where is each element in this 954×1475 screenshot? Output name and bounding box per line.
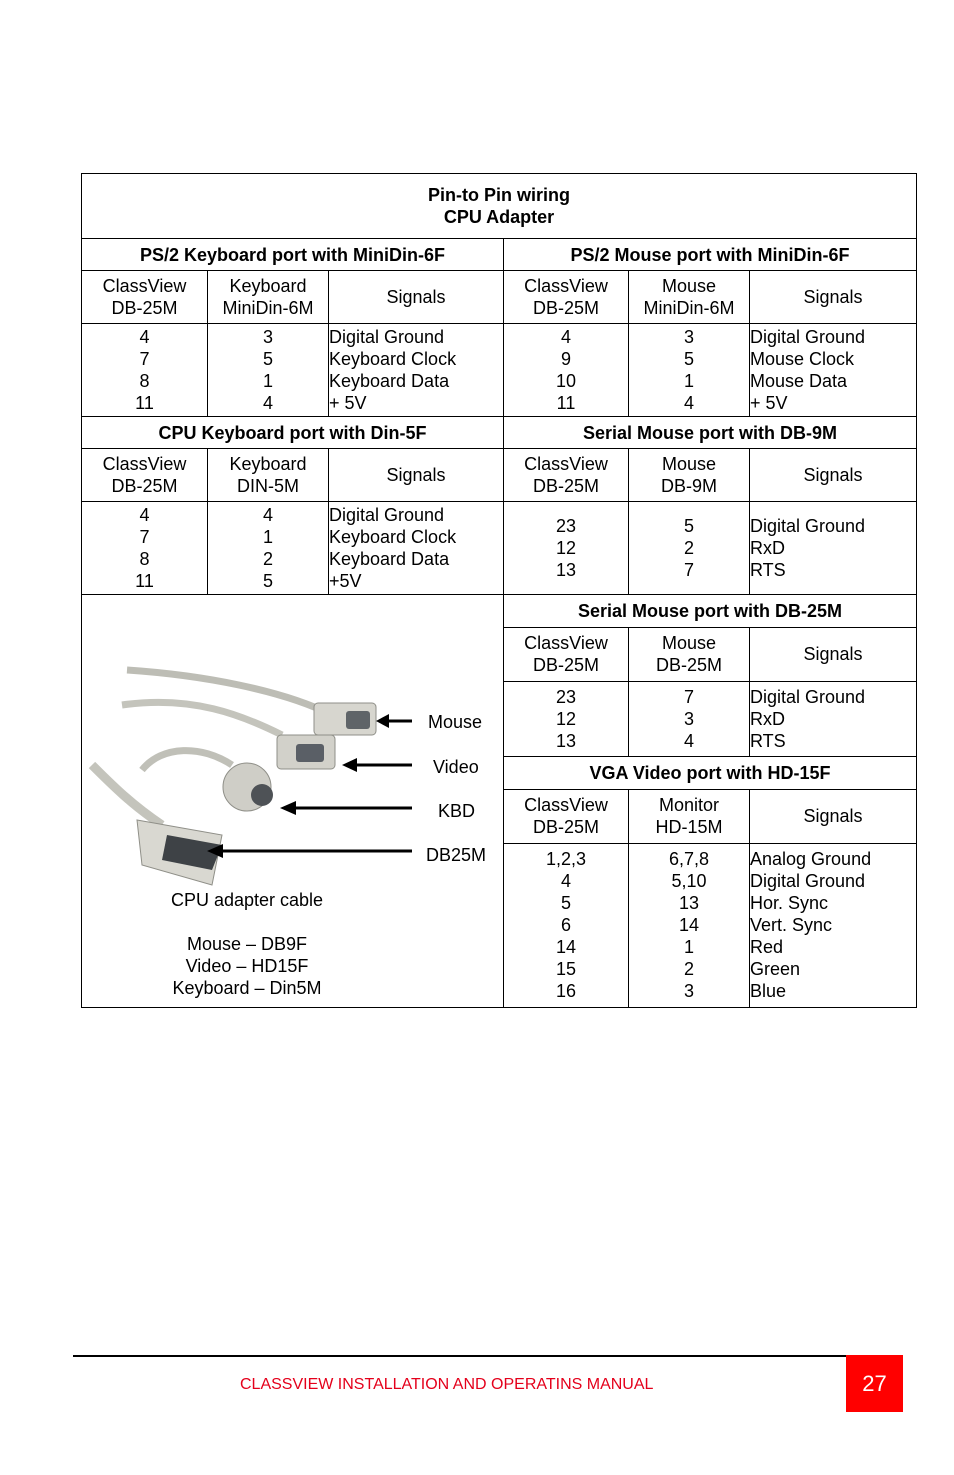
cell-line: Keyboard bbox=[229, 276, 307, 296]
cell-line: 13 bbox=[555, 560, 577, 580]
cell-line: 4 bbox=[560, 327, 571, 347]
cell-line: 1,2,3 bbox=[545, 849, 587, 870]
cell-line: Keyboard Data bbox=[329, 549, 450, 569]
column-header bbox=[629, 271, 750, 324]
signal-list bbox=[329, 324, 504, 417]
column-header bbox=[750, 627, 917, 681]
signal-list bbox=[329, 502, 504, 595]
column-header bbox=[208, 449, 329, 502]
page-number-badge: 27 bbox=[846, 1355, 903, 1412]
cell-line: 14 bbox=[678, 915, 700, 936]
cell-line: Digital Ground bbox=[750, 516, 866, 536]
column-header bbox=[504, 627, 629, 681]
cell-line: Analog Ground bbox=[750, 849, 872, 870]
signal-list bbox=[750, 324, 917, 417]
cell-line: ClassView bbox=[524, 633, 608, 654]
cell-line: Green bbox=[750, 959, 801, 980]
column-header bbox=[750, 789, 917, 843]
cell-line: 7 bbox=[683, 686, 694, 707]
footer-manual-title: CLASSVIEW INSTALLATION AND OPERATINS MANUAL bbox=[240, 1376, 654, 1393]
cell-line: Mouse bbox=[661, 276, 717, 296]
cell-line: ClassView bbox=[524, 795, 608, 816]
column-header bbox=[504, 789, 629, 843]
cell-line: 5 bbox=[262, 349, 273, 369]
column-header bbox=[750, 271, 917, 324]
pin-list-classview bbox=[504, 843, 629, 1007]
cell-line: Mouse bbox=[661, 454, 717, 474]
table-title bbox=[82, 174, 917, 239]
cell-line: ClassView bbox=[524, 276, 608, 296]
table-title-line1: Pin-to Pin wiring bbox=[428, 185, 571, 205]
cell-line: 1 bbox=[683, 937, 694, 958]
cell-line: Keyboard Data bbox=[329, 371, 450, 391]
cell-line: 3 bbox=[683, 327, 694, 347]
column-header bbox=[208, 271, 329, 324]
pin-list-classview bbox=[82, 502, 208, 595]
cell-line: ClassView bbox=[524, 454, 608, 474]
cell-line: 9 bbox=[560, 349, 571, 369]
column-header bbox=[82, 271, 208, 324]
cell-line: 1 bbox=[262, 371, 273, 391]
cable-caption: CPU adapter cable bbox=[170, 890, 324, 910]
cell-line: 4 bbox=[262, 393, 273, 413]
cell-line: Digital Ground bbox=[329, 327, 445, 347]
cell-line: 1 bbox=[683, 371, 694, 391]
cell-line: 4 bbox=[139, 327, 150, 347]
cell-line: Signals bbox=[803, 806, 863, 827]
cell-line: + 5V bbox=[329, 393, 367, 413]
cell-line: 7 bbox=[683, 560, 694, 580]
cell-line: 8 bbox=[139, 371, 150, 391]
cell-line: 7 bbox=[139, 349, 150, 369]
cell-line: 5 bbox=[683, 349, 694, 369]
cell-line: Mouse – DB9F bbox=[186, 934, 308, 954]
cell-line: 12 bbox=[555, 708, 577, 729]
cell-line: Hor. Sync bbox=[750, 893, 829, 914]
label-db25m: DB25M bbox=[426, 845, 487, 865]
cell-line: 3 bbox=[683, 981, 694, 1002]
pin-list-classview bbox=[82, 324, 208, 417]
pin-list-device bbox=[629, 502, 750, 595]
pin-list-device bbox=[208, 502, 329, 595]
cell-line: DB-25M bbox=[655, 655, 722, 676]
cell-line: 5 bbox=[262, 571, 273, 591]
pin-wiring-table bbox=[81, 173, 917, 1008]
footer-divider bbox=[73, 1355, 846, 1357]
cell-line: 13 bbox=[678, 893, 700, 914]
cable-image-panel bbox=[82, 595, 504, 1008]
cell-line: MiniDin-6M bbox=[222, 298, 314, 318]
cell-line: Vert. Sync bbox=[750, 915, 833, 936]
cell-line: DB-25M bbox=[111, 298, 178, 318]
cell-line: ClassView bbox=[102, 454, 187, 474]
pin-list-classview bbox=[504, 502, 629, 595]
cell-line: DB-25M bbox=[532, 476, 599, 496]
column-header bbox=[504, 271, 629, 324]
cable-legend bbox=[82, 933, 412, 999]
cell-line: Signals bbox=[803, 287, 863, 307]
section-heading-serial-mouse-db9: Serial Mouse port with DB-9M bbox=[504, 417, 917, 449]
cell-line: 4 bbox=[139, 505, 150, 525]
cell-line: 6,7,8 bbox=[668, 849, 710, 870]
cell-line: 11 bbox=[135, 393, 154, 413]
cell-line: Digital Ground bbox=[750, 686, 866, 707]
pin-list-device bbox=[208, 324, 329, 417]
column-header bbox=[82, 449, 208, 502]
label-video: Video bbox=[433, 757, 479, 777]
cell-line: RxD bbox=[750, 538, 785, 558]
cell-line: 23 bbox=[555, 686, 577, 707]
section-heading-vga-video: VGA Video port with HD-15F bbox=[504, 756, 917, 789]
cell-line: ClassView bbox=[102, 276, 187, 296]
cell-line: Digital Ground bbox=[750, 327, 866, 347]
cell-line: Signals bbox=[386, 465, 446, 485]
cell-line: Signals bbox=[803, 465, 863, 485]
cell-line: 6 bbox=[560, 915, 571, 936]
cell-line: 4 bbox=[683, 730, 694, 751]
cell-line: 3 bbox=[262, 327, 273, 347]
pin-list-classview bbox=[504, 324, 629, 417]
pin-list-device bbox=[629, 843, 750, 1007]
cell-line: 4 bbox=[683, 393, 694, 413]
cell-line: Keyboard Clock bbox=[329, 527, 457, 547]
column-header bbox=[329, 271, 504, 324]
signal-list bbox=[750, 682, 917, 757]
section-heading-ps2-mouse: PS/2 Mouse port with MiniDin-6F bbox=[504, 239, 917, 271]
cell-line: 11 bbox=[135, 571, 154, 591]
cell-line: 5 bbox=[560, 893, 571, 914]
cell-line: DB-25M bbox=[532, 655, 599, 676]
cell-line: RxD bbox=[750, 708, 785, 729]
cell-line: 16 bbox=[555, 981, 577, 1002]
cell-line: 12 bbox=[555, 538, 577, 558]
cell-line: Monitor bbox=[658, 795, 720, 816]
cell-line: DB-25M bbox=[532, 817, 599, 838]
label-kbd: KBD bbox=[438, 801, 476, 821]
cell-line: Keyboard Clock bbox=[329, 349, 457, 369]
signal-list bbox=[750, 502, 917, 595]
cell-line: + 5V bbox=[750, 393, 788, 413]
cable-illustration bbox=[82, 595, 503, 1007]
label-mouse: Mouse bbox=[428, 712, 483, 732]
cell-line: +5V bbox=[329, 571, 362, 591]
cell-line: MiniDin-6M bbox=[643, 298, 735, 318]
cell-line: DB-25M bbox=[532, 298, 599, 318]
section-heading-cpu-keyboard: CPU Keyboard port with Din-5F bbox=[82, 417, 504, 449]
cell-line: 15 bbox=[555, 959, 577, 980]
cell-line: 14 bbox=[555, 937, 577, 958]
pin-list-classview bbox=[504, 682, 629, 757]
cell-line: Mouse Data bbox=[750, 371, 848, 391]
cell-line: 2 bbox=[262, 549, 273, 569]
cell-line: 5 bbox=[683, 516, 694, 536]
cell-line: 2 bbox=[683, 959, 694, 980]
cell-line: 23 bbox=[555, 516, 577, 536]
cell-line: Digital Ground bbox=[750, 871, 866, 892]
cell-line: 10 bbox=[555, 371, 577, 391]
cell-line: 13 bbox=[555, 730, 577, 751]
column-header bbox=[629, 789, 750, 843]
column-header bbox=[629, 627, 750, 681]
cell-line: 1 bbox=[262, 527, 273, 547]
cell-line: Signals bbox=[803, 644, 863, 665]
cell-line: DIN-5M bbox=[237, 476, 299, 496]
cell-line: 5,10 bbox=[671, 871, 707, 892]
pin-list-device bbox=[629, 682, 750, 757]
cell-line: Keyboard bbox=[229, 454, 307, 474]
column-header bbox=[629, 449, 750, 502]
cell-line: DB-25M bbox=[111, 476, 178, 496]
cell-line: 7 bbox=[139, 527, 150, 547]
cell-line: Mouse Clock bbox=[750, 349, 855, 369]
cell-line: Signals bbox=[386, 287, 446, 307]
column-header bbox=[750, 449, 917, 502]
cell-line: DB-9M bbox=[660, 476, 717, 496]
cell-line: RTS bbox=[750, 560, 786, 580]
cell-line: HD-15M bbox=[655, 817, 723, 838]
cell-line: 2 bbox=[683, 538, 694, 558]
cell-line: Blue bbox=[750, 981, 787, 1002]
cell-line: 4 bbox=[262, 505, 273, 525]
cell-line: RTS bbox=[750, 730, 786, 751]
cell-line: 8 bbox=[139, 549, 150, 569]
cell-line: Mouse bbox=[661, 633, 717, 654]
cell-line: 11 bbox=[556, 393, 576, 413]
cell-line: Red bbox=[750, 937, 784, 958]
table-title-line2: CPU Adapter bbox=[443, 207, 555, 227]
cell-line: Keyboard – Din5M bbox=[172, 978, 322, 998]
column-header bbox=[329, 449, 504, 502]
section-heading-serial-mouse-db25: Serial Mouse port with DB-25M bbox=[504, 595, 917, 628]
cell-line: Digital Ground bbox=[329, 505, 445, 525]
pin-list-device bbox=[629, 324, 750, 417]
cell-line: 3 bbox=[683, 708, 694, 729]
cell-line: Video – HD15F bbox=[185, 956, 309, 976]
cell-line: 4 bbox=[560, 871, 571, 892]
signal-list bbox=[750, 843, 917, 1007]
column-header bbox=[504, 449, 629, 502]
section-heading-ps2-keyboard: PS/2 Keyboard port with MiniDin-6F bbox=[82, 239, 504, 271]
